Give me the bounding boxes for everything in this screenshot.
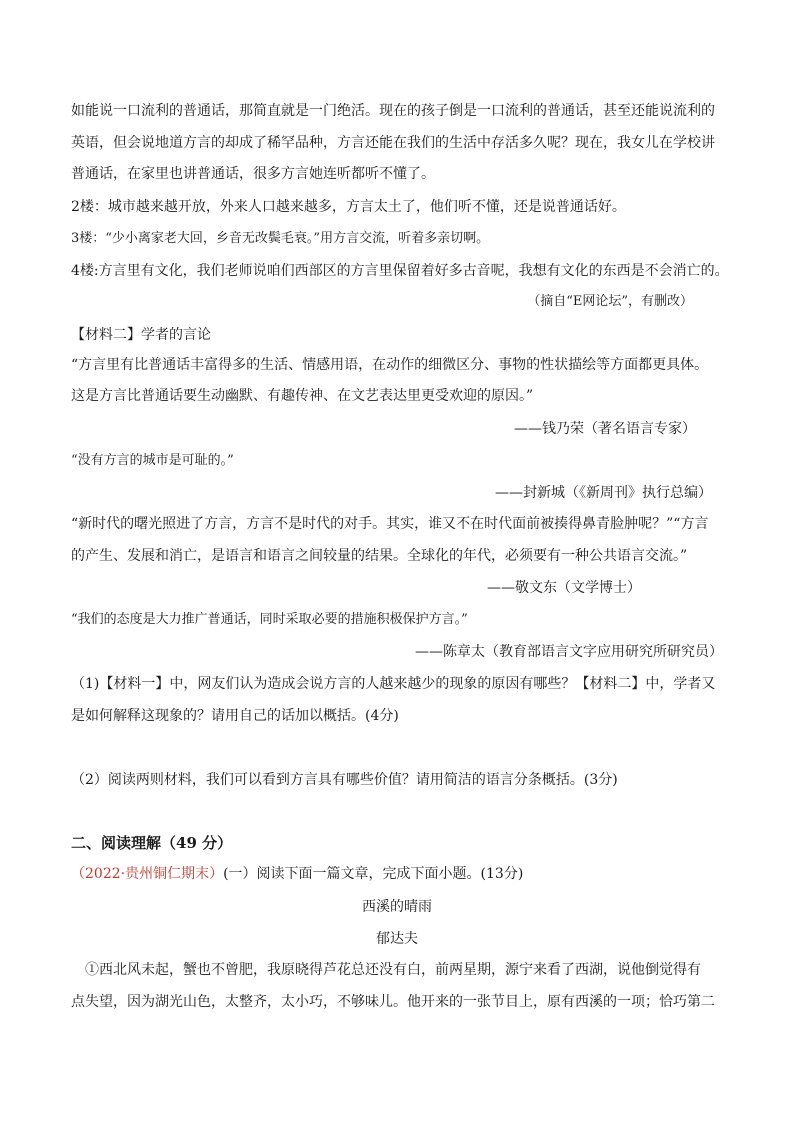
quote-attribution: ——钱乃荣（著名语言专家）	[514, 421, 696, 437]
article-paragraph: ①西北风未起，蟹也不曾肥，我原晓得芦花总还没有白，前两星期，源宁来看了西湖，说他倒觉得有	[85, 962, 701, 978]
reading-instruction: (一）阅读下面一篇文章，完成下面小题。(13分)	[223, 866, 524, 882]
forum-text-line: 普通话，在家里也讲普通话，很多方言她连听都听不懂了。	[71, 166, 435, 182]
forum-text-line: 英语，但会说地道方言的却成了稀罕品种，方言还能在我们的生活中存活多久呢？现在，我女儿在学校讲	[71, 135, 715, 151]
question-1: （1)【材料一】中，网友们认为造成会说方言的人越来越少的现象的原因有哪些？【材料二】中，学者又	[71, 676, 716, 692]
quote-line: “我们的态度是大力推广普通话，同时采取必要的措施积极保护方言。”	[71, 612, 468, 627]
quote-attribution: ——封新城（《新周刊》执行总编）	[495, 485, 712, 501]
quote-line: “新时代的曙光照进了方言，方言不是时代的对手。其实，谁又不在时代面前被揍得鼻青脸肿呢？”“方言	[71, 516, 709, 532]
quote-line: 的产生、发展和消亡，是语言和语言之间较量的结果。全球化的年代，必须要有一种公共语言交流。”	[71, 548, 688, 564]
quote-attribution: ——敬文东（文学博士）	[487, 580, 641, 596]
quote-line: “方言里有比普通话丰富得多的生活、情感用语，在动作的细微区分、事物的性状描绘等方面都更具体。	[71, 357, 709, 373]
forum-reply-3: 3楼：“少小离家老大回，乡音无改鬓毛衰。”用方言交流，听着多亲切啊。	[71, 231, 490, 246]
forum-reply-2: 2楼：城市越来越开放，外来人口越来越多，方言太土了，他们听不懂，还是说普通话好。	[71, 199, 626, 215]
exam-source-label: （2022·贵州铜仁期末）	[71, 866, 224, 882]
source-note: （摘自“E网论坛”，有删改）	[527, 294, 693, 309]
question-2: （2）阅读两则材料，我们可以看到方言具有哪些价值？请用简洁的语言分条概括。(3分)	[71, 772, 618, 788]
forum-text-line: 如能说一口流利的普通话，那简直就是一门绝活。现在的孩子倒是一口流利的普通话，甚至还能说流利的	[71, 103, 715, 119]
quote-line: “没有方言的城市是可耻的。”	[71, 453, 234, 468]
material-two-heading: 【材料二】学者的言论	[71, 327, 211, 343]
question-1: 是如何解释这现象的？请用自己的话加以概括。(4分)	[71, 708, 399, 724]
quote-line: 这是方言比普通话要生动幽默、有趣传神、在文艺表达里更受欢迎的原因。”	[71, 388, 534, 404]
article-title: 西溪的晴雨	[362, 899, 432, 915]
quote-attribution: ——陈章太（教育部语言文字应用研究所研究员）	[415, 644, 723, 660]
article-paragraph: 点失望，因为湖光山色，太整齐，太小巧，不够味儿。他开来的一张节目上，原有西溪的一项；恰巧第二	[71, 994, 715, 1010]
article-author: 郁达夫	[376, 931, 418, 947]
section-heading: 二、阅读理解（49 分）	[71, 834, 233, 852]
forum-reply-4: 4楼:方言里有文化，我们老师说咱们西部区的方言里保留着好多古音呢，我想有文化的东西是不会消亡的。	[71, 263, 729, 279]
